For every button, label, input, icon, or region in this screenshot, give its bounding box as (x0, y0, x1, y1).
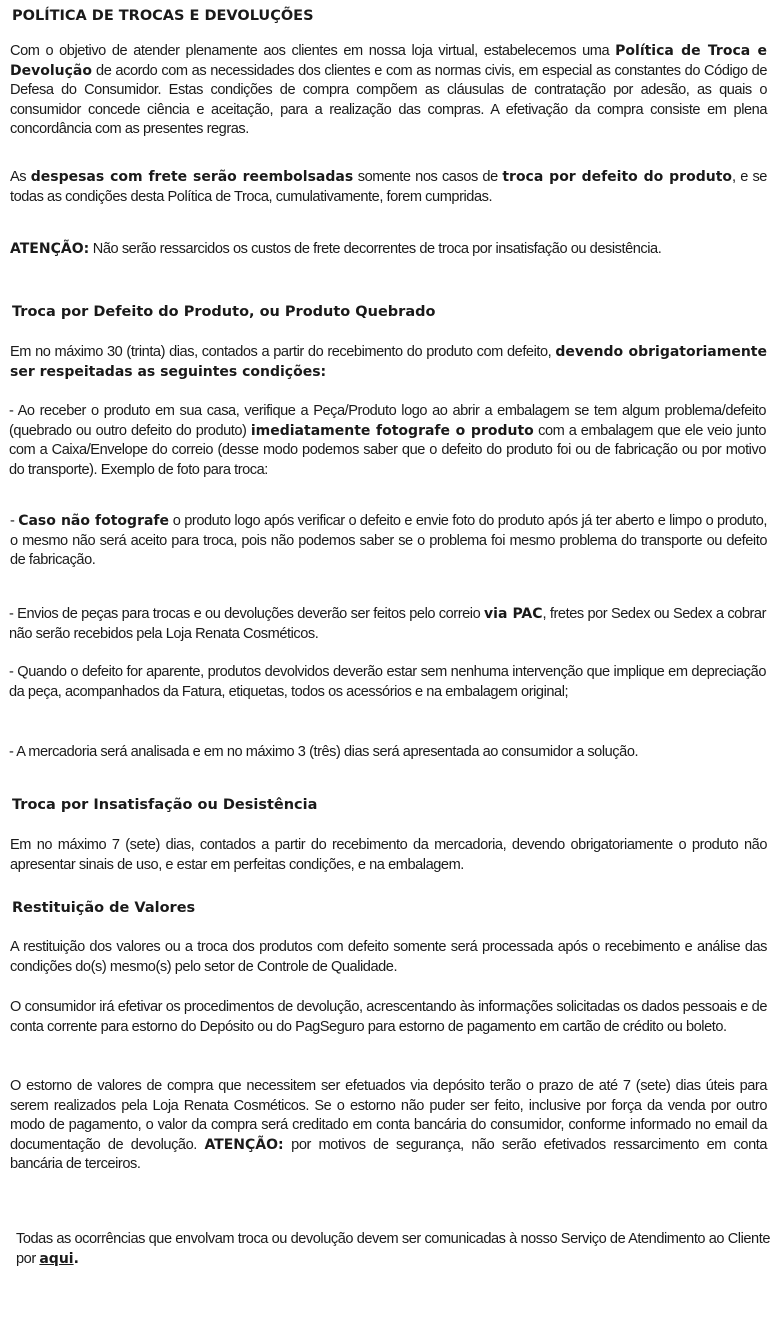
contact-link[interactable]: aqui (39, 1250, 74, 1267)
bold-text: despesas com frete serão reembolsadas (30, 169, 354, 185)
text-segment: Não serão ressarcidos os custos de frete decorrentes de troca por insatisfação ou desistência. (89, 241, 662, 257)
bold-text: devendo obrigatoriamente ser respeitadas as seguintes condições: (10, 344, 767, 380)
paragraph (10, 42, 767, 140)
text-segment: , e se todas as condições desta Política de Troca, cumulativamente, forem cumpridas. (10, 169, 767, 205)
bold-text: Caso não fotografe (18, 513, 170, 529)
text-segment: - (10, 513, 19, 529)
bold-text: via PAC (484, 606, 543, 622)
paragraph (10, 938, 767, 977)
text-segment: - Quando o defeito for aparente, produtos devolvidos deverão estar sem nenhuma intervenção que implique em depreciação da peça, acompanhados da Fatura, etiquetas, todos os acessórios e na embalagem original; (9, 664, 766, 700)
bold-text: . (73, 1250, 79, 1267)
text-segment: Em no máximo 30 (trinta) dias, contados a partir do recebimento do produto com defeito, (10, 344, 556, 360)
bold-text: ATENÇÃO: (10, 241, 90, 257)
text-segment: com a embalagem que ele veio junto com a Caixa/Envelope do correio (desse modo podemos saber que o defeito do produto foi ou de fabricação ou por motivo do transporte). Exemplo de foto para troca: (9, 422, 766, 478)
text-segment: por motivos de segurança, não serão efetivados ressarcimento em conta bancária de terceiros. (10, 1136, 768, 1173)
text-segment: - Ao receber o produto em sua casa, verifique a Peça/Produto logo ao abrir a embalagem se tem algum problema/defeito (quebrado ou outro defeito do produto) (9, 403, 766, 439)
text-segment: de acordo com as necessidades dos clientes e com as normas civis, em especial as constantes do Código de Defesa do Consumidor. Estas condições de compra compõem as cláusulas de contratação por adesão, as quais o consumidor concede ciência e aceitação, para a realização das compras. A efetivação da compra consiste em plena concordância com as presentes regras. (10, 62, 767, 138)
bold-text: imediatamente fotografe o produto (250, 422, 534, 439)
heading-insatisfacao: Troca por Insatisfação ou Desistência (12, 797, 318, 813)
paragraph (9, 402, 766, 480)
text-segment: Com o objetivo de atender plenamente aos clientes em nossa loja virtual, estabelecemos uma (10, 43, 616, 59)
text-segment: somente nos casos de (353, 169, 503, 185)
paragraph (9, 663, 766, 702)
heading-defeito: Troca por Defeito do Produto, ou Produto Quebrado (12, 304, 436, 320)
heading-restituicao: Restituição de Valores (12, 900, 196, 916)
text-segment: As (10, 169, 31, 185)
paragraph (10, 836, 767, 875)
text-segment: - A mercadoria será analisada e em no máximo 3 (três) dias será apresentada ao consumidor a solução. (9, 744, 639, 760)
text-segment: Todas as ocorrências que envolvam troca ou devolução devem ser comunicadas à nosso Serviço de Atendimento ao Cliente por (16, 1231, 770, 1267)
text-segment: A restituição dos valores ou a troca dos produtos com defeito somente será processada após o recebimento e análise das condições do(s) mesmo(s) pelo setor de Controle de Qualidade. (10, 939, 767, 975)
text-segment: o produto logo após verificar o defeito e envie foto do produto após já ter aberto e limpo o produto, o mesmo não será aceito para troca, pois não podemos saber se o problema foi mesmo problema do transporte ou defeito de fabricação. (10, 513, 767, 569)
page-title: POLÍTICA DE TROCAS E DEVOLUÇÕES (12, 8, 314, 24)
paragraph (10, 998, 767, 1037)
paragraph (9, 743, 766, 763)
text-segment: O estorno de valores de compra que necessitem ser efetuados via depósito terão o prazo de até 7 (sete) dias úteis para serem realizados pela Loja Renata Cosméticos. Se o estorno não puder ser feito, inclusive por força da venda por outro modo de pagamento, o valor da compra será creditado em conta bancária do consumidor, conforme informado no email da documentação de devolução. (10, 1078, 767, 1153)
paragraph (10, 343, 767, 382)
text-segment: - Envios de peças para trocas e ou devoluções deverão ser feitos pelo correio (9, 606, 485, 622)
bold-text: ATENÇÃO: (204, 1136, 284, 1153)
paragraph (16, 1230, 770, 1269)
bold-text: troca por defeito do produto (502, 169, 732, 185)
bold-text: Política de Troca e Devolução (10, 43, 767, 79)
paragraph (10, 1077, 767, 1175)
text-segment: , fretes por Sedex ou Sedex a cobrar não serão recebidos pela Loja Renata Cosméticos. (9, 606, 766, 642)
paragraph (10, 512, 767, 571)
paragraph (9, 605, 766, 644)
text-segment: Em no máximo 7 (sete) dias, contados a partir do recebimento da mercadoria, devendo obrigatoriamente o produto não apresentar sinais de uso, e estar em perfeitas condições, e na embalagem. (10, 837, 767, 873)
text-segment: O consumidor irá efetivar os procedimentos de devolução, acrescentando às informações solicitadas os dados pessoais e de conta corrente para estorno do Depósito ou do PagSeguro para estorno de pagamento em cartão de crédito ou boleto. (10, 999, 767, 1035)
paragraph (10, 240, 767, 260)
paragraph (10, 168, 767, 207)
